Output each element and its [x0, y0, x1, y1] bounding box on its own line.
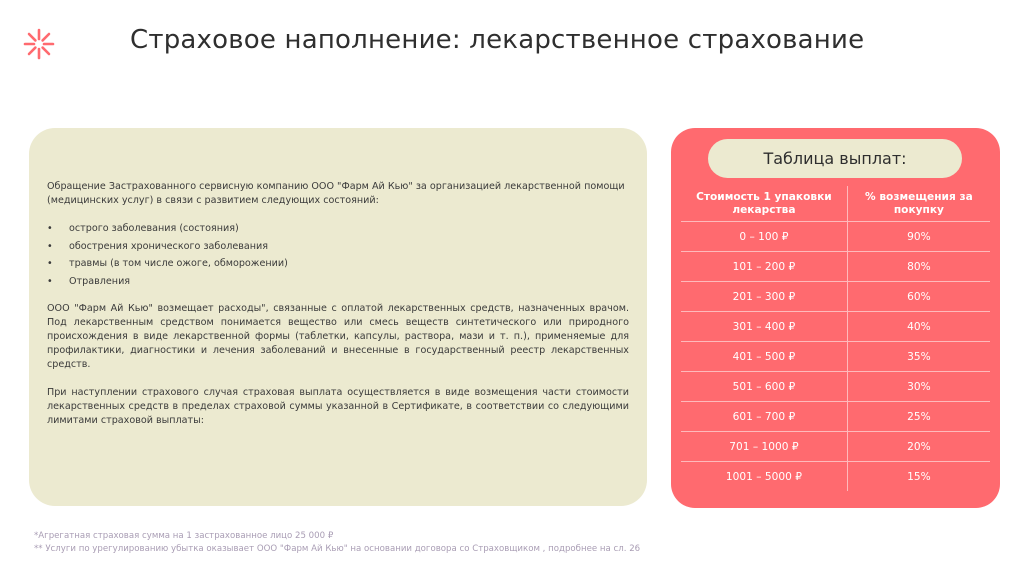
condition-label: острого заболевания (состояния): [69, 223, 239, 234]
table-row: [681, 432, 990, 462]
table-row: [681, 342, 990, 372]
price-cell: 101 – 200 ₽: [681, 252, 847, 282]
table-row: [681, 402, 990, 432]
asterisk-sun-icon: [22, 27, 56, 61]
table-header-row: [681, 186, 990, 222]
condition-label: травмы (в том числе ожоге, обморожении): [69, 258, 288, 270]
price-cell: 701 – 1000 ₽: [681, 432, 847, 462]
payout-table: [681, 186, 990, 491]
list-item: [47, 255, 629, 273]
bullet-icon: •: [47, 275, 53, 287]
percent-cell: 60%: [847, 282, 990, 312]
percent-cell: 20%: [847, 432, 990, 462]
price-cell: 301 – 400 ₽: [681, 312, 847, 342]
table-row: [681, 462, 990, 492]
price-cell: 1001 – 5000 ₽: [681, 462, 847, 492]
percent-cell: 25%: [847, 402, 990, 432]
expenses-paragraph: ООО "Фарм Ай Кью" возмещает расходы", связанные с оплатой лекарственных средств, назначенных врачом. Под лекарственным средством понимается вещество или смесь веществ синтетического или природного происхождения в виде лекарственной формы (таблетки, капсулы, раствора, мази и т. п.), применяемые для профилактики, диагностики и лечения заболеваний и внесенные в государственный реестр лекарственных средств.: [47, 303, 629, 371]
table-row: [681, 372, 990, 402]
list-item: [47, 220, 629, 238]
table-row: [681, 252, 990, 282]
bullet-icon: •: [47, 258, 53, 270]
percent-cell: 35%: [847, 342, 990, 372]
percent-cell: 40%: [847, 312, 990, 342]
percent-cell: 80%: [847, 252, 990, 282]
price-cell: 201 – 300 ₽: [681, 282, 847, 312]
price-cell: 501 – 600 ₽: [681, 372, 847, 402]
table-row: [681, 282, 990, 312]
footnote-claims-service: ** Услуги по урегулированию убытка оказывает ООО "Фарм Ай Кью" на основании договора со Страховщиком , подробнее на сл. 26: [34, 544, 641, 554]
coverage-description-text: [47, 180, 629, 428]
conditions-list: [47, 220, 629, 290]
percent-cell: 30%: [847, 372, 990, 402]
column-header-price: Стоимость 1 упаковки лекарства: [681, 186, 847, 222]
condition-label: обострения хронического заболевания: [69, 240, 269, 252]
table-row: [681, 312, 990, 342]
percent-cell: 15%: [847, 462, 990, 492]
footnotes: [34, 530, 934, 556]
payout-table-title: Таблица выплат:: [708, 139, 962, 178]
list-item: [47, 238, 629, 256]
table-row: [681, 222, 990, 252]
footnote-aggregate-sum: *Агрегатная страховая сумма на 1 застрахованное лицо 25 000 ₽: [34, 531, 334, 541]
bullet-icon: •: [47, 240, 53, 252]
price-cell: 0 – 100 ₽: [681, 222, 847, 252]
page-title: Страховое наполнение: лекарственное страхование: [130, 25, 865, 55]
column-header-percent: % возмещения за покупку: [847, 186, 990, 222]
percent-cell: 90%: [847, 222, 990, 252]
bullet-icon: •: [47, 223, 53, 234]
condition-label: Отравления: [69, 275, 131, 287]
price-cell: 601 – 700 ₽: [681, 402, 847, 432]
payout-paragraph: При наступлении страхового случая страховая выплата осуществляется в виде возмещения части стоимости лекарственных средств в пределах страховой суммы указанной в Сертификате, в соответствии со следующими лимитами страховой выплаты:: [47, 387, 629, 427]
price-cell: 401 – 500 ₽: [681, 342, 847, 372]
list-item: [47, 273, 629, 291]
intro-paragraph: Обращение Застрахованного сервисную компанию ООО "Фарм Ай Кью" за организацией лекарственной помощи (медицинских услуг) в связи с развитием следующих состояний:: [47, 181, 625, 206]
